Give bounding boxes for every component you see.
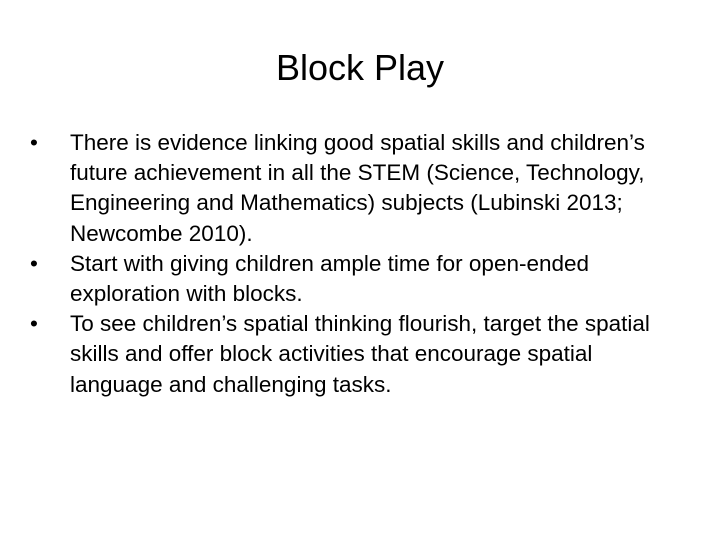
bullet-item — [30, 128, 690, 249]
bullet-text: Start with giving children ample time for open-ended exploration with blocks. — [70, 250, 590, 307]
bullet-icon: • — [30, 130, 38, 155]
bullet-icon: • — [30, 311, 38, 337]
bullet-list — [30, 128, 690, 400]
bullet-text: To see children’s spatial thinking flourish, target the spatial skills and offer block activities that encourage spatial language and challenging tasks. — [70, 311, 650, 397]
bullet-icon: • — [30, 250, 38, 276]
bullet-item — [30, 309, 690, 400]
bullet-text: There is evidence linking good spatial skills and children’s future achievement in all the STEM (Science, Technology, Engineering and Mathematics) subjects (Lubinski 2013; Newcombe 2010). — [70, 130, 645, 246]
bullet-item — [30, 249, 690, 309]
slide-title: Block Play — [275, 47, 445, 88]
